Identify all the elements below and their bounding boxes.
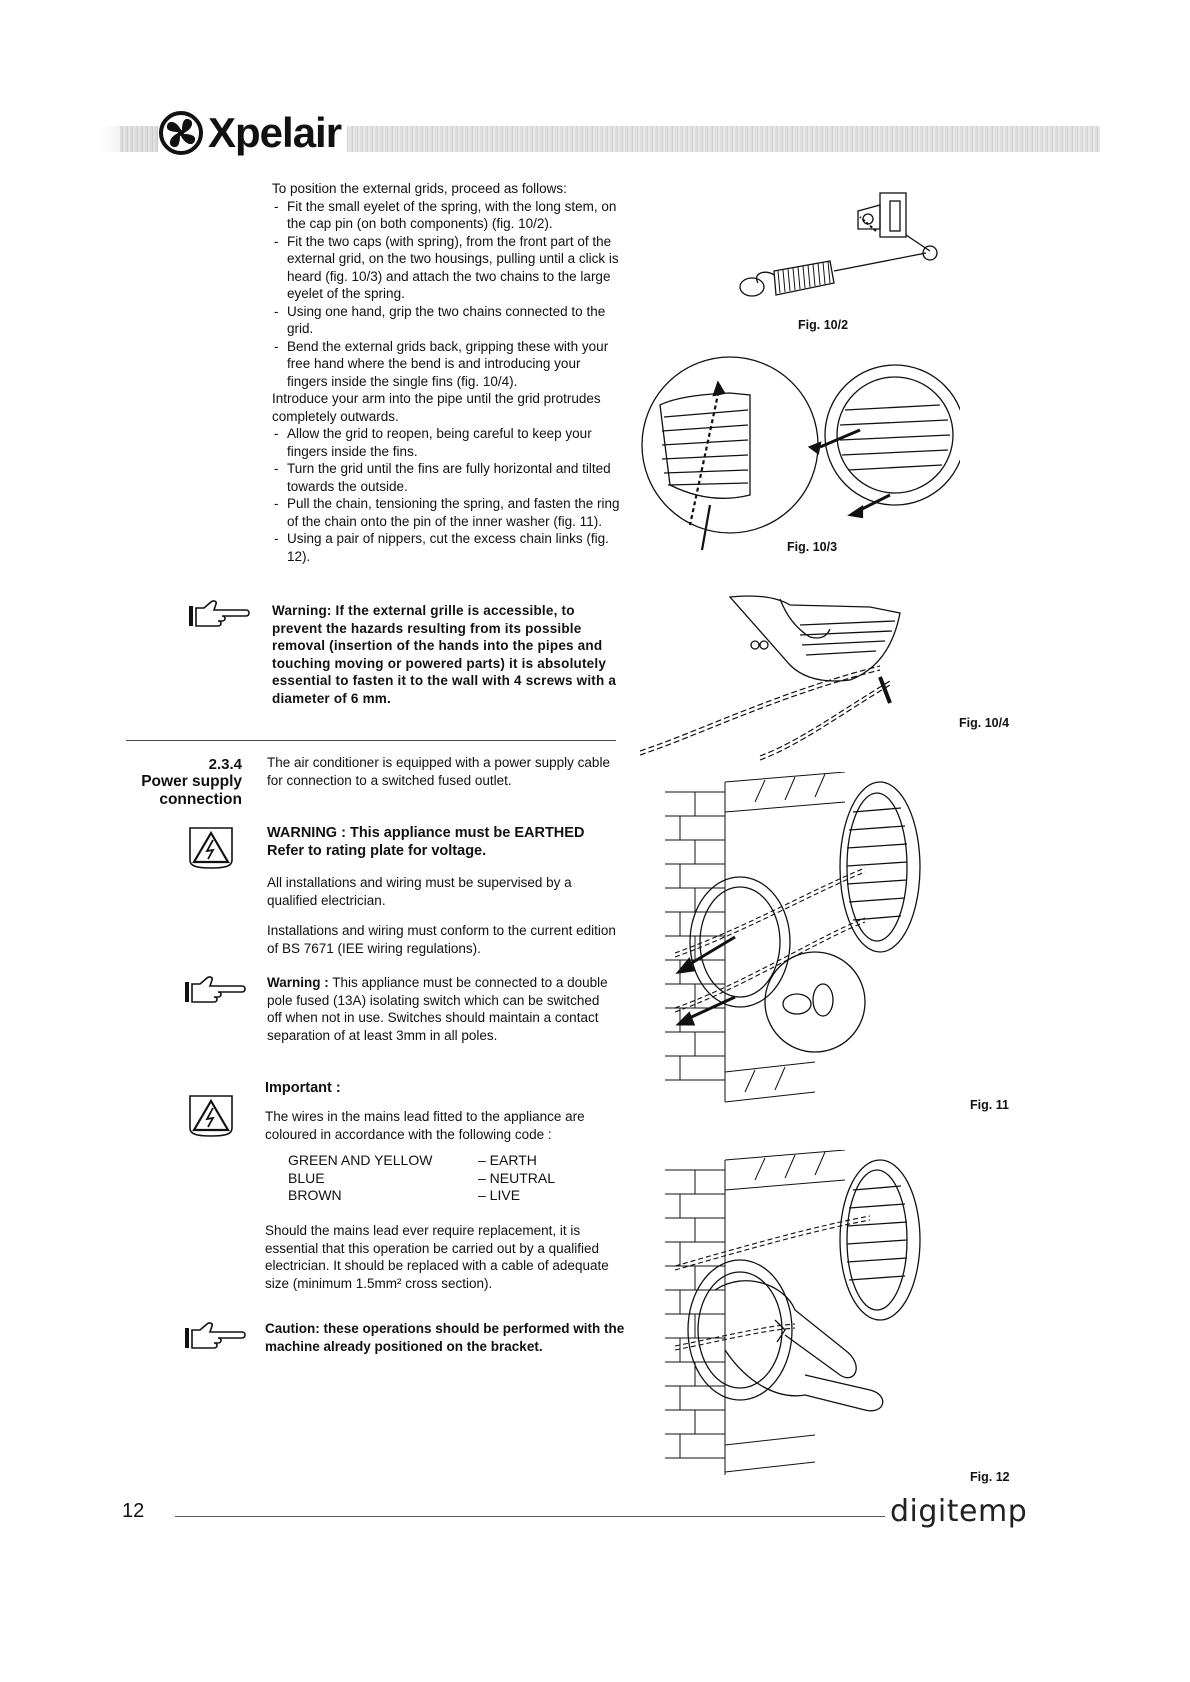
figure-caption: Fig. 10/2	[798, 318, 849, 332]
warning-switch-text: This appliance must be connected to a double pole fused (13A) isolating switch which can be switched off when not in use. Switches should maintain a contact separation of at least 3mm in all poles.	[267, 975, 608, 1043]
para-warning-switch	[267, 974, 617, 1044]
section-divider	[126, 740, 616, 741]
important-heading: Important :	[265, 1080, 341, 1096]
wire-meaning: – EARTH	[478, 1152, 537, 1168]
page-number: 12	[122, 1500, 145, 1522]
procedure-step: - Using one hand, grip the two chains connected to the grid.	[272, 303, 622, 338]
pointing-hand-icon	[184, 976, 246, 1004]
procedure-lead: To position the external grids, proceed as follows:	[272, 181, 567, 196]
para-replacement: Should the mains lead ever require replacement, it is essential that this operation be carried out by a qualified electrician. It should be replaced with a cable of adequate size (minimum 1.5mm² cross section).	[265, 1223, 609, 1291]
important-text: The wires in the mains lead fitted to the appliance are coloured in accordance with the following code :	[265, 1109, 585, 1142]
section-number: 2.3.4	[208, 756, 242, 773]
warning-label: Warning :	[267, 975, 329, 990]
caution-note: Caution: these operations should be performed with the machine already positioned on the bracket.	[265, 1321, 625, 1354]
electrical-hazard-icon	[188, 826, 234, 870]
electrical-hazard-icon	[188, 1094, 234, 1138]
footer-rule	[175, 1516, 885, 1517]
procedure-middle: Introduce your arm into the pipe until the grid protrudes completely outwards.	[272, 391, 601, 424]
grid-procedure	[272, 180, 622, 565]
wall-nippers-illustration	[665, 1150, 925, 1480]
procedure-step: - Allow the grid to reopen, being careful to keep your fingers inside the fins.	[272, 425, 622, 460]
warning-earthed-line2: Refer to rating plate for voltage.	[267, 843, 487, 859]
wire-colour: BROWN	[288, 1187, 342, 1203]
warning-earthed-line1: WARNING : This appliance must be EARTHED	[267, 825, 585, 841]
procedure-step: - Fit the small eyelet of the spring, with the long stem, on the cap pin (on both components) (fig. 10/2).	[272, 198, 622, 233]
wall-grid-chain-illustration	[665, 772, 925, 1112]
wire-meaning: – NEUTRAL	[478, 1169, 556, 1186]
pointing-hand-icon	[188, 600, 250, 628]
grid-housings-illustration	[640, 355, 960, 565]
procedure-steps-a	[272, 198, 622, 391]
warning-grille: Warning: If the external grille is accessible, to prevent the hazards resulting from its possible removal (insertion of the hands into the pipes and touching moving or powered parts) it is absolutely essential to fasten it to the wall with 4 screws with a diameter of 6 mm.	[272, 603, 617, 706]
section-title-line1: Power supply	[141, 773, 242, 790]
spring-bracket-illustration	[730, 175, 940, 315]
wire-colour: BLUE	[288, 1169, 325, 1186]
wire-code-row	[288, 1170, 555, 1188]
procedure-step: - Pull the chain, tensioning the spring, and fasten the ring of the chain onto the pin of the inner washer (fig. 11).	[272, 495, 622, 530]
para-conform: Installations and wiring must conform to the current edition of BS 7671 (IEE wiring regulations).	[267, 923, 616, 956]
brand-name: Xpelair	[208, 109, 342, 156]
wire-code-table	[288, 1152, 555, 1205]
procedure-step: - Fit the two caps (with spring), from the front part of the external grid, on the two housings, pulling until a click is heard (fig. 10/3) and attach the two chains to the large eyelet of the spring.	[272, 233, 622, 303]
procedure-steps-b	[272, 425, 622, 565]
wire-code-row	[288, 1152, 555, 1170]
fan-logo-icon	[158, 110, 204, 156]
para-supervised: All installations and wiring must be supervised by a qualified electrician.	[267, 875, 572, 908]
footer-brand: digitemp	[890, 1494, 1028, 1529]
pointing-hand-icon	[184, 1322, 246, 1350]
figure-caption: Fig. 10/3	[787, 540, 838, 554]
section-intro: The air conditioner is equipped with a power supply cable for connection to a switched fused outlet.	[267, 755, 610, 788]
procedure-step: - Bend the external grids back, gripping these with your free hand where the bend is and introducing your fingers inside the single fins (fig. 10/4).	[272, 338, 622, 391]
figure-caption: Fig. 11	[970, 1098, 1009, 1112]
wire-meaning: – LIVE	[478, 1187, 521, 1203]
wire-colour: GREEN AND YELLOW	[288, 1152, 433, 1168]
warning-earthed	[267, 824, 617, 860]
figure-caption: Fig. 10/4	[959, 716, 1010, 730]
hand-grid-chain-illustration	[640, 585, 950, 765]
section-title	[130, 773, 242, 809]
section-title-line2: connection	[159, 791, 242, 808]
figure-caption: Fig. 12	[970, 1470, 1010, 1484]
procedure-step: - Turn the grid until the fins are fully horizontal and tilted towards the outside.	[272, 460, 622, 495]
wire-code-row	[288, 1187, 555, 1205]
brand-logo	[158, 108, 347, 158]
procedure-step: - Using a pair of nippers, cut the excess chain links (fig. 12).	[272, 530, 622, 565]
